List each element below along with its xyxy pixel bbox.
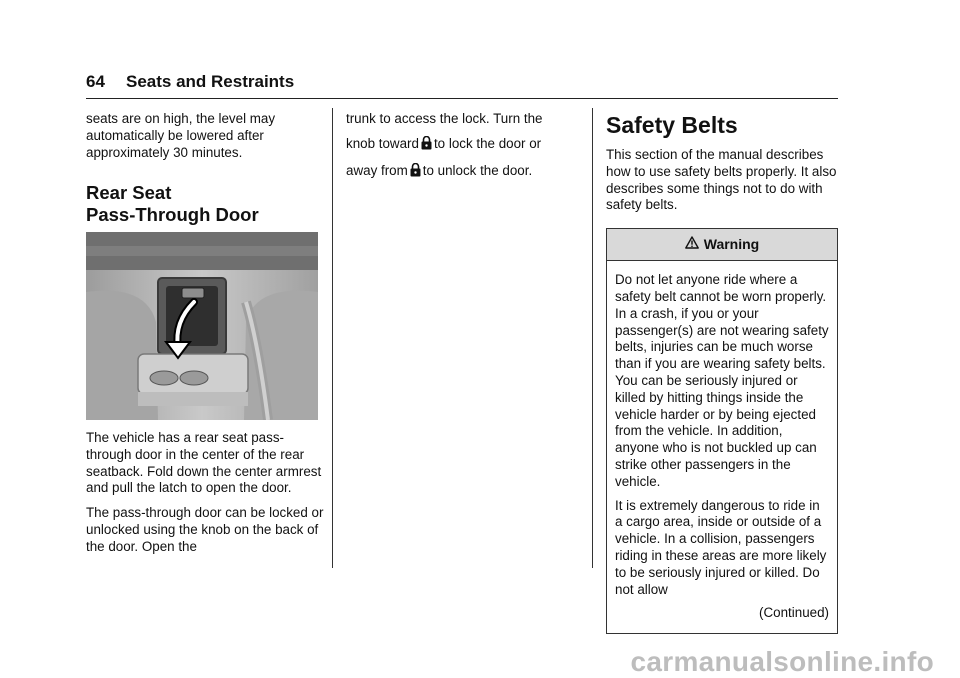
- warning-title: Warning: [703, 236, 760, 253]
- warning-body: [607, 261, 837, 633]
- section-heading-line2: Pass-Through Door: [86, 204, 259, 226]
- safety-belts-heading: Safety Belts: [606, 112, 738, 138]
- page-header: [86, 72, 838, 92]
- warning-paragraph-2: It is extremely dangerous to ride in a cargo area, inside or outside of a vehicle. In a collision, passengers riding in these areas are more likely to be seriously injured or killed. Do not allow: [615, 497, 827, 597]
- column-divider-1: [332, 108, 333, 568]
- column-divider-2: [592, 108, 593, 568]
- warning-header: [607, 229, 837, 261]
- col2-line-3: [346, 159, 582, 185]
- col2-line-3-text-a: away from: [346, 162, 408, 178]
- body-paragraph-1: The vehicle has a rear seat pass-through door in the center of the rear seatback. Fold down the center armrest and pull the latch to open the door.: [86, 430, 322, 496]
- column-1: [86, 111, 324, 226]
- pass-through-door-figure: [86, 232, 318, 420]
- lock-icon: [421, 134, 432, 158]
- unlock-icon: [410, 161, 421, 185]
- col2-line-2-text-a: knob toward: [346, 135, 419, 151]
- body-paragraph-2: The pass-through door can be locked or unlocked using the knob on the back of the door. Open the: [86, 505, 324, 554]
- warning-icon: [685, 236, 704, 253]
- col2-line-1: trunk to access the lock. Turn the: [346, 111, 543, 126]
- column-1-lower: [86, 430, 324, 556]
- col2-line-3-text-b: to unlock the door.: [422, 162, 533, 178]
- intro-paragraph: seats are on high, the level may automatically be lowered after approximately 30 minutes.: [86, 111, 276, 160]
- safety-belts-intro: This section of the manual describes how to use safety belts properly. It also describes some things not to do with safety belts.: [606, 147, 837, 213]
- col2-line-2-text-b: to lock the door or: [433, 135, 542, 151]
- page-number: 64: [86, 72, 105, 91]
- column-3: [606, 112, 838, 634]
- warning-paragraph-1: Do not let anyone ride where a safety belt cannot be worn properly. In a crash, if you or your passenger(s) are not wearing safety belts, injuries can be much worse than if you are wearing safety belts. You can be seriously injured or killed by hitting things inside the vehicle harder or by being ejected from the vehicle. In addition, anyone who is not buckled up can strike other passengers in the vehicle.: [615, 272, 829, 489]
- header-rule: [86, 98, 838, 99]
- seat-illustration: [86, 232, 318, 420]
- watermark: carmanualsonline.info: [630, 646, 934, 677]
- section-heading-line1: Rear Seat: [86, 182, 172, 204]
- section-title: Seats and Restraints: [126, 72, 295, 91]
- column-2: [346, 111, 582, 185]
- col2-line-2: [346, 132, 582, 158]
- warning-box: [606, 228, 838, 634]
- continued-label: (Continued): [759, 605, 829, 621]
